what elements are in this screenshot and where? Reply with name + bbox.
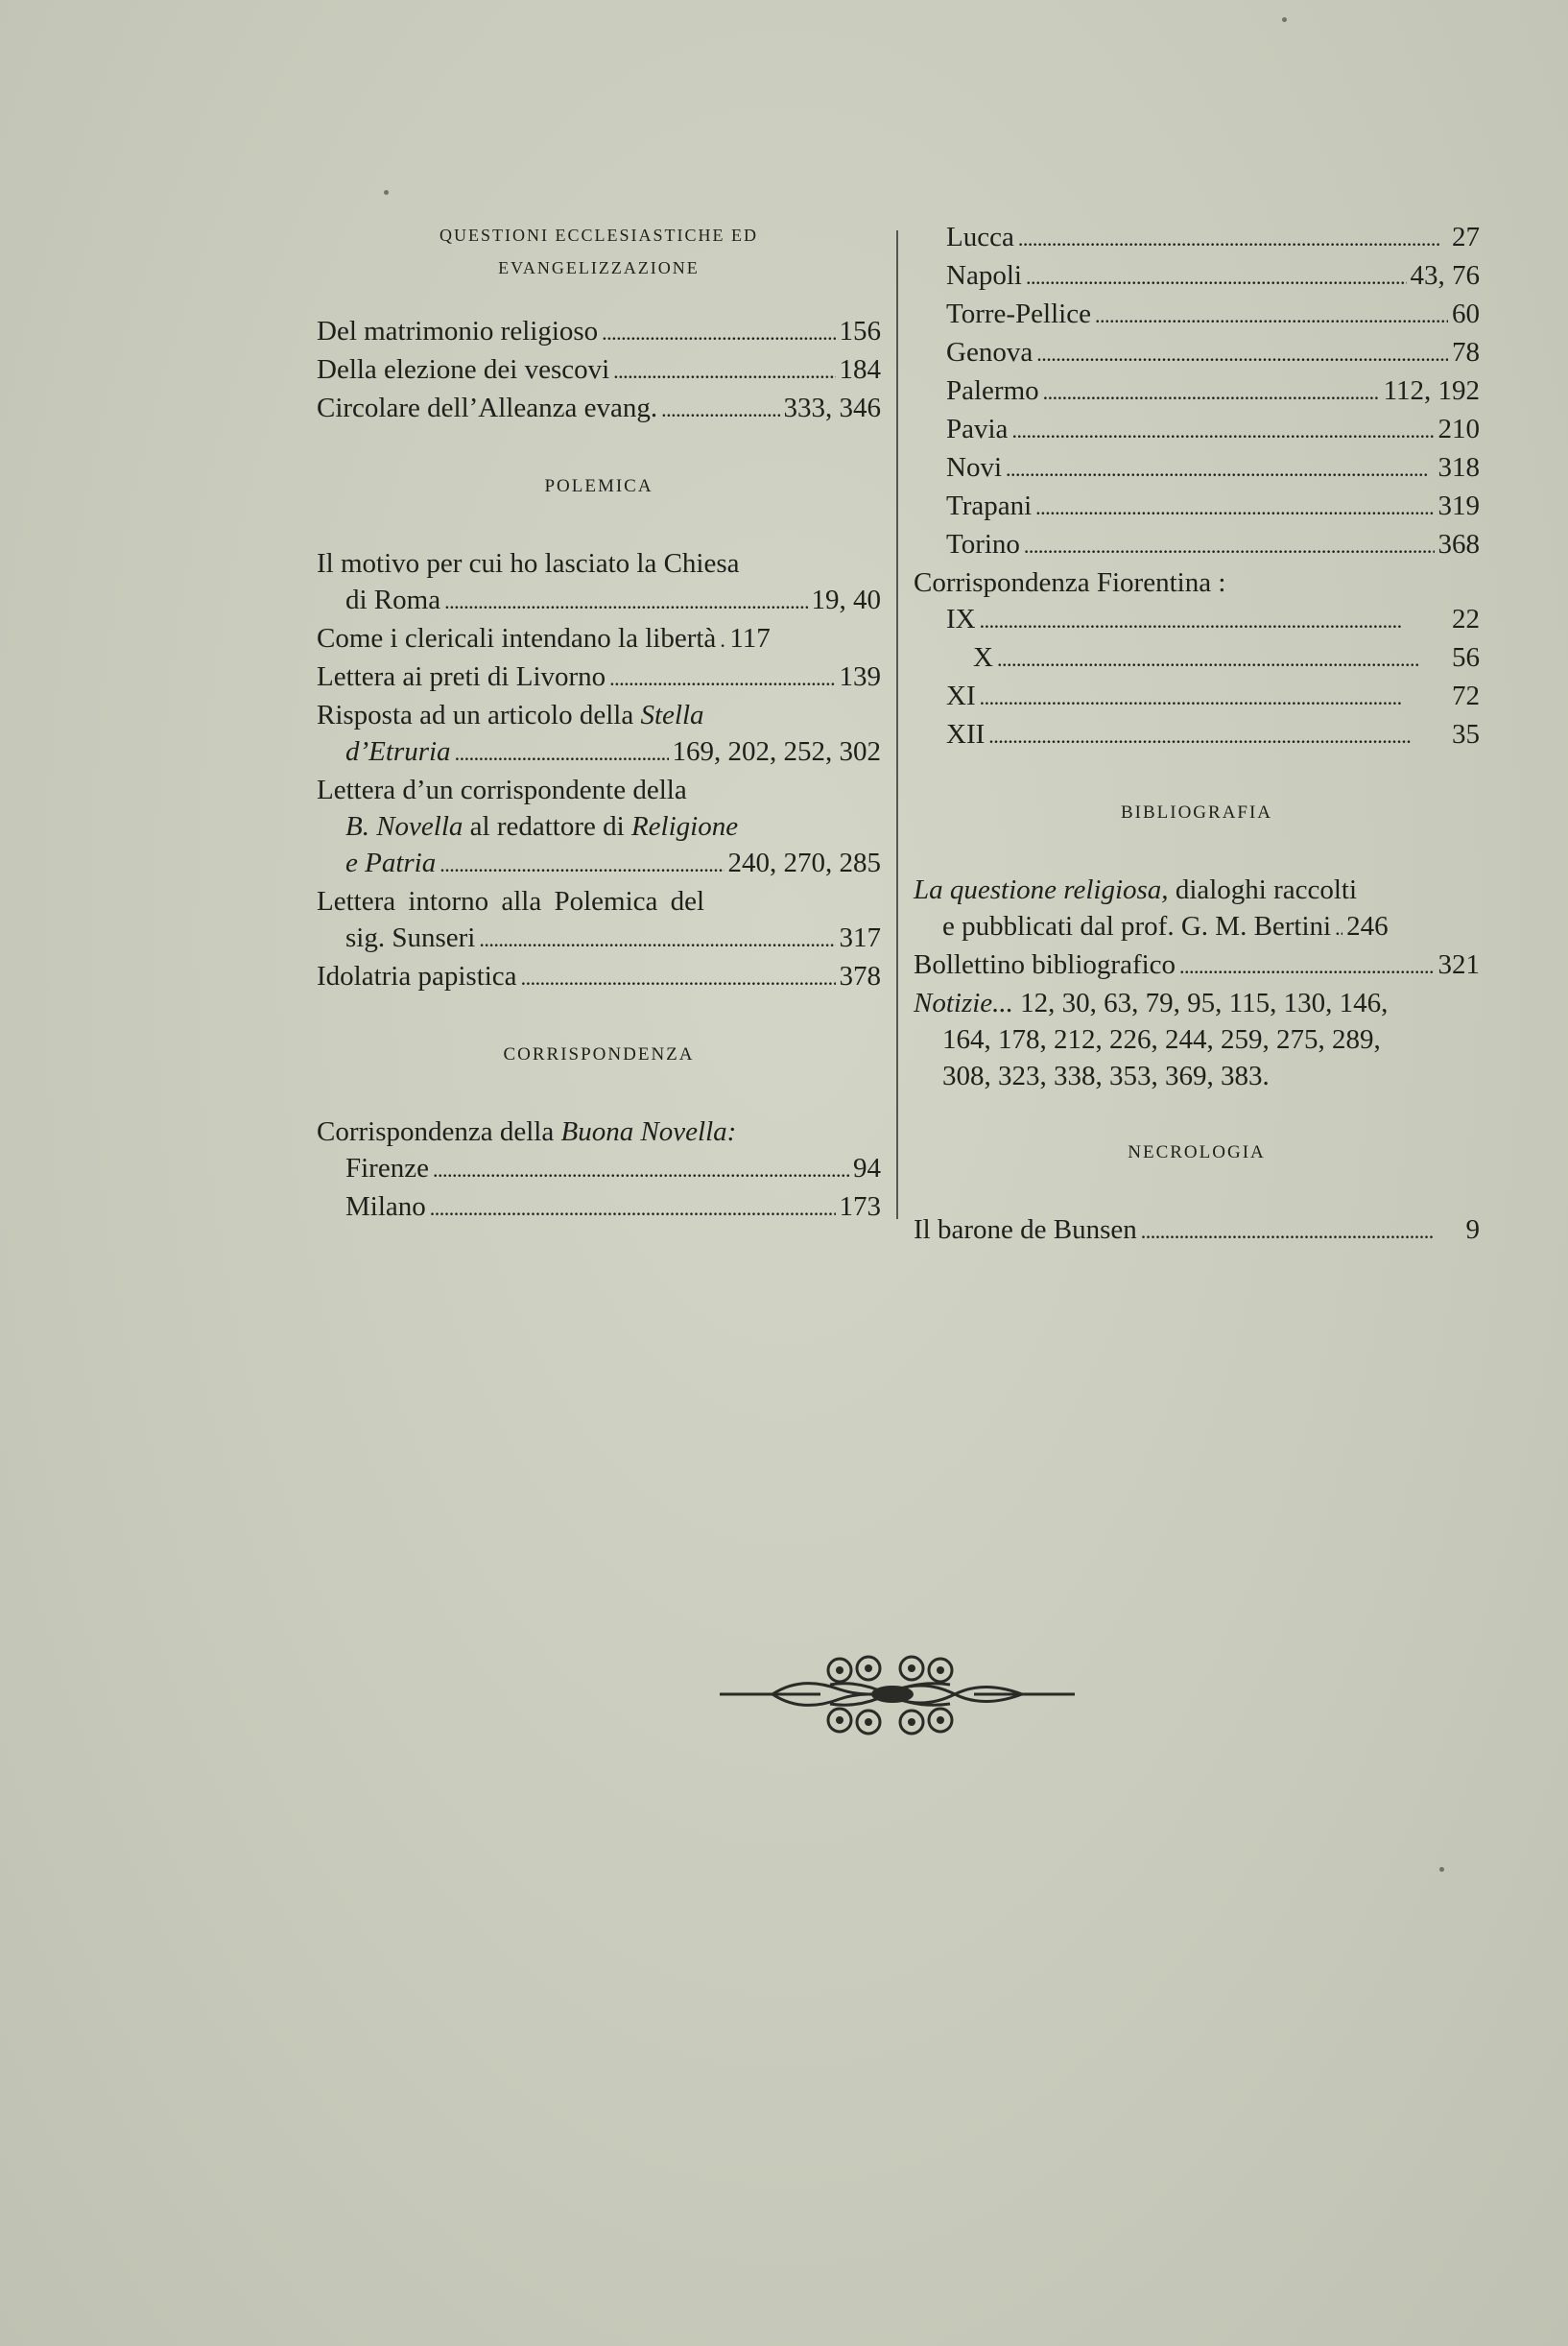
section-heading-bibliografia: BIBLIOGRAFIA <box>1120 802 1273 823</box>
entry-label: Il barone de Bunsen <box>914 1214 1137 1245</box>
entry-pages: 22 <box>1452 604 1480 634</box>
dot-leader <box>720 620 725 658</box>
entry-label: IX <box>946 604 976 634</box>
dot-leader <box>980 601 1448 639</box>
dot-leader <box>455 733 669 772</box>
entry-label: XII <box>946 719 986 750</box>
index-entry <box>914 908 1480 946</box>
entry-pages: 317 <box>839 922 881 953</box>
entry-pages: 240, 270, 285 <box>727 848 881 878</box>
entry-pages: 94 <box>853 1153 881 1184</box>
index-entry <box>317 1188 881 1227</box>
entry-line <box>317 1113 881 1150</box>
index-entry <box>317 658 881 697</box>
entry-pages: 333, 346 <box>783 393 881 423</box>
entry-label: Palermo <box>946 375 1039 406</box>
entry-label: Torre-Pellice <box>946 299 1091 329</box>
entry-title-italic: B. Novella <box>345 811 463 842</box>
section-heading-questioni <box>317 219 881 284</box>
entry-title-italic: Notizie... <box>914 988 1013 1018</box>
index-entry <box>317 313 881 351</box>
paper-speck <box>1439 1867 1444 1872</box>
entry-pages: 56 <box>1452 642 1480 673</box>
entry-pages: 169, 202, 252, 302 <box>672 736 881 767</box>
index-entry <box>914 488 1480 526</box>
entry-label: Circolare dell’Alleanza evang. <box>317 393 658 423</box>
entry-line <box>914 872 1480 908</box>
entry-title-italic: Stella <box>640 700 704 730</box>
dot-leader <box>988 716 1448 754</box>
entry-pages: 318 <box>1437 452 1480 483</box>
entry-label: Della elezione dei vescovi <box>317 354 610 385</box>
entry-pages: 60 <box>1452 299 1480 329</box>
entry-pages: 139 <box>839 661 881 692</box>
entry-label: Lettera ai preti di Livorno <box>317 661 606 692</box>
entry-label: Del matrimonio religioso <box>317 316 599 347</box>
index-entry <box>317 920 881 958</box>
entry-pages: 12, 30, 63, 79, 95, 115, 130, 146, <box>1020 988 1389 1018</box>
dot-leader <box>1006 449 1435 488</box>
dot-leader <box>613 351 835 390</box>
entry-line: Lettera intorno alla Polemica del <box>317 886 705 917</box>
dot-leader <box>1095 296 1448 334</box>
dot-leader <box>997 639 1448 678</box>
entry-label: Torino <box>946 529 1020 560</box>
index-entry <box>914 411 1480 449</box>
dot-leader <box>1335 908 1342 946</box>
dot-leader <box>1043 372 1380 411</box>
index-entry <box>914 1211 1480 1250</box>
dot-leader <box>980 678 1448 716</box>
index-entry <box>914 946 1480 985</box>
entry-line: 164, 178, 212, 226, 244, 259, 275, 289, <box>942 1024 1381 1055</box>
entry-line: Lettera d’un corrispondente della <box>317 775 687 805</box>
entry-pages: 319 <box>1437 491 1480 521</box>
dot-leader <box>1018 219 1448 257</box>
index-entry <box>914 639 1480 678</box>
dot-leader <box>602 313 835 351</box>
heading-line: EVANGELIZZAZIONE <box>498 258 700 277</box>
column-divider <box>896 230 898 1219</box>
index-entry <box>914 716 1480 754</box>
index-entry <box>914 334 1480 372</box>
entry-label: Pavia <box>946 414 1009 444</box>
dot-leader <box>433 1150 849 1188</box>
entry-line <box>317 697 881 733</box>
entry-line <box>914 985 1480 1021</box>
dot-leader <box>444 582 807 620</box>
index-entry <box>317 958 881 996</box>
entry-label: Idolatria papistica <box>317 961 517 992</box>
index-entry <box>914 449 1480 488</box>
index-entry <box>914 296 1480 334</box>
dot-leader <box>479 920 835 958</box>
dot-leader <box>521 958 836 996</box>
index-entry <box>317 1150 881 1188</box>
entry-line <box>317 808 881 845</box>
entry-pages: 9 <box>1465 1214 1480 1245</box>
entry-title-italic: Religione <box>630 811 739 842</box>
index-entry <box>317 582 881 620</box>
entry-line: Il motivo per cui ho lasciato la Chiesa <box>317 548 740 579</box>
entry-pages: 173 <box>839 1191 881 1222</box>
entry-text: al redattore di <box>469 811 625 842</box>
index-entry <box>317 845 881 883</box>
entry-pages: 378 <box>839 961 881 992</box>
entry-pages: 27 <box>1452 222 1480 252</box>
index-entry <box>914 601 1480 639</box>
entry-label: Come i clericali intendano la libertà <box>317 623 717 654</box>
entry-pages: 117 <box>729 623 771 654</box>
dot-leader <box>1026 257 1407 296</box>
entry-pages: 246 <box>1346 911 1389 942</box>
entry-text: Risposta ad un articolo della <box>317 700 634 730</box>
index-entry <box>317 351 881 390</box>
dot-leader <box>1179 946 1434 985</box>
entry-text: Corrispondenza della <box>317 1116 555 1147</box>
entry-pages: 43, 76 <box>1410 260 1480 291</box>
entry-label: Firenze <box>345 1153 429 1184</box>
entry-label: Bollettino bibliografico <box>914 949 1176 980</box>
section-heading-necrologia: NECROLOGIA <box>1128 1142 1266 1162</box>
entry-pages: 156 <box>839 316 881 347</box>
dot-leader <box>1141 1211 1434 1250</box>
entry-pages: 35 <box>1452 719 1480 750</box>
entry-title-italic: Buona Novella: <box>560 1116 737 1147</box>
entry-pages: 184 <box>839 354 881 385</box>
entry-pages: 368 <box>1437 529 1480 560</box>
entry-pages: 112, 192 <box>1383 375 1480 406</box>
entry-label: X <box>973 642 993 673</box>
dot-leader <box>609 658 835 697</box>
left-column <box>317 219 881 1227</box>
dot-leader <box>1011 411 1434 449</box>
paper-speck <box>1282 17 1287 22</box>
index-entry <box>317 390 881 428</box>
index-entry <box>914 526 1480 564</box>
entry-label: e Patria <box>345 848 437 878</box>
entry-text: dialoghi raccolti <box>1175 874 1358 905</box>
dot-leader <box>430 1188 836 1227</box>
entry-pages: 72 <box>1452 681 1480 711</box>
dot-leader <box>1035 488 1434 526</box>
index-entry <box>914 257 1480 296</box>
section-heading-corrispondenza: CORRISPONDENZA <box>503 1044 695 1065</box>
entry-label: Genova <box>946 337 1033 368</box>
entry-label: e pubblicati dal prof. G. M. Bertini <box>942 911 1332 942</box>
dot-leader <box>1036 334 1448 372</box>
entry-line: Corrispondenza Fiorentina : <box>914 567 1226 598</box>
entry-label: Novi <box>946 452 1002 483</box>
dot-leader <box>1024 526 1435 564</box>
index-entry <box>914 372 1480 411</box>
index-entry <box>914 678 1480 716</box>
index-entry <box>317 620 881 658</box>
decorative-ornament-icon <box>715 1641 1080 1747</box>
section-heading-polemica: POLEMICA <box>544 476 653 496</box>
index-entry <box>317 733 881 772</box>
right-column <box>914 219 1480 1250</box>
entry-label: Lucca <box>946 222 1014 252</box>
entry-label: sig. Sunseri <box>345 922 476 953</box>
entry-pages: 78 <box>1452 337 1480 368</box>
dot-leader <box>661 390 779 428</box>
entry-pages: 210 <box>1437 414 1480 444</box>
entry-label: Trapani <box>946 491 1033 521</box>
entry-pages: 321 <box>1437 949 1480 980</box>
entry-pages: 19, 40 <box>811 585 881 615</box>
entry-label: d’Etruria <box>345 736 451 767</box>
paper-speck <box>384 190 389 195</box>
entry-label: di Roma <box>345 585 441 615</box>
entry-title-italic: La questione religiosa, <box>914 874 1169 905</box>
entry-label: Napoli <box>946 260 1022 291</box>
heading-line: QUESTIONI ECCLESIASTICHE ED <box>440 226 758 245</box>
entry-label: XI <box>946 681 976 711</box>
entry-label: Milano <box>345 1191 426 1222</box>
entry-line: 308, 323, 338, 353, 369, 383. <box>942 1061 1270 1091</box>
index-entry <box>914 219 1480 257</box>
dot-leader <box>440 845 724 883</box>
